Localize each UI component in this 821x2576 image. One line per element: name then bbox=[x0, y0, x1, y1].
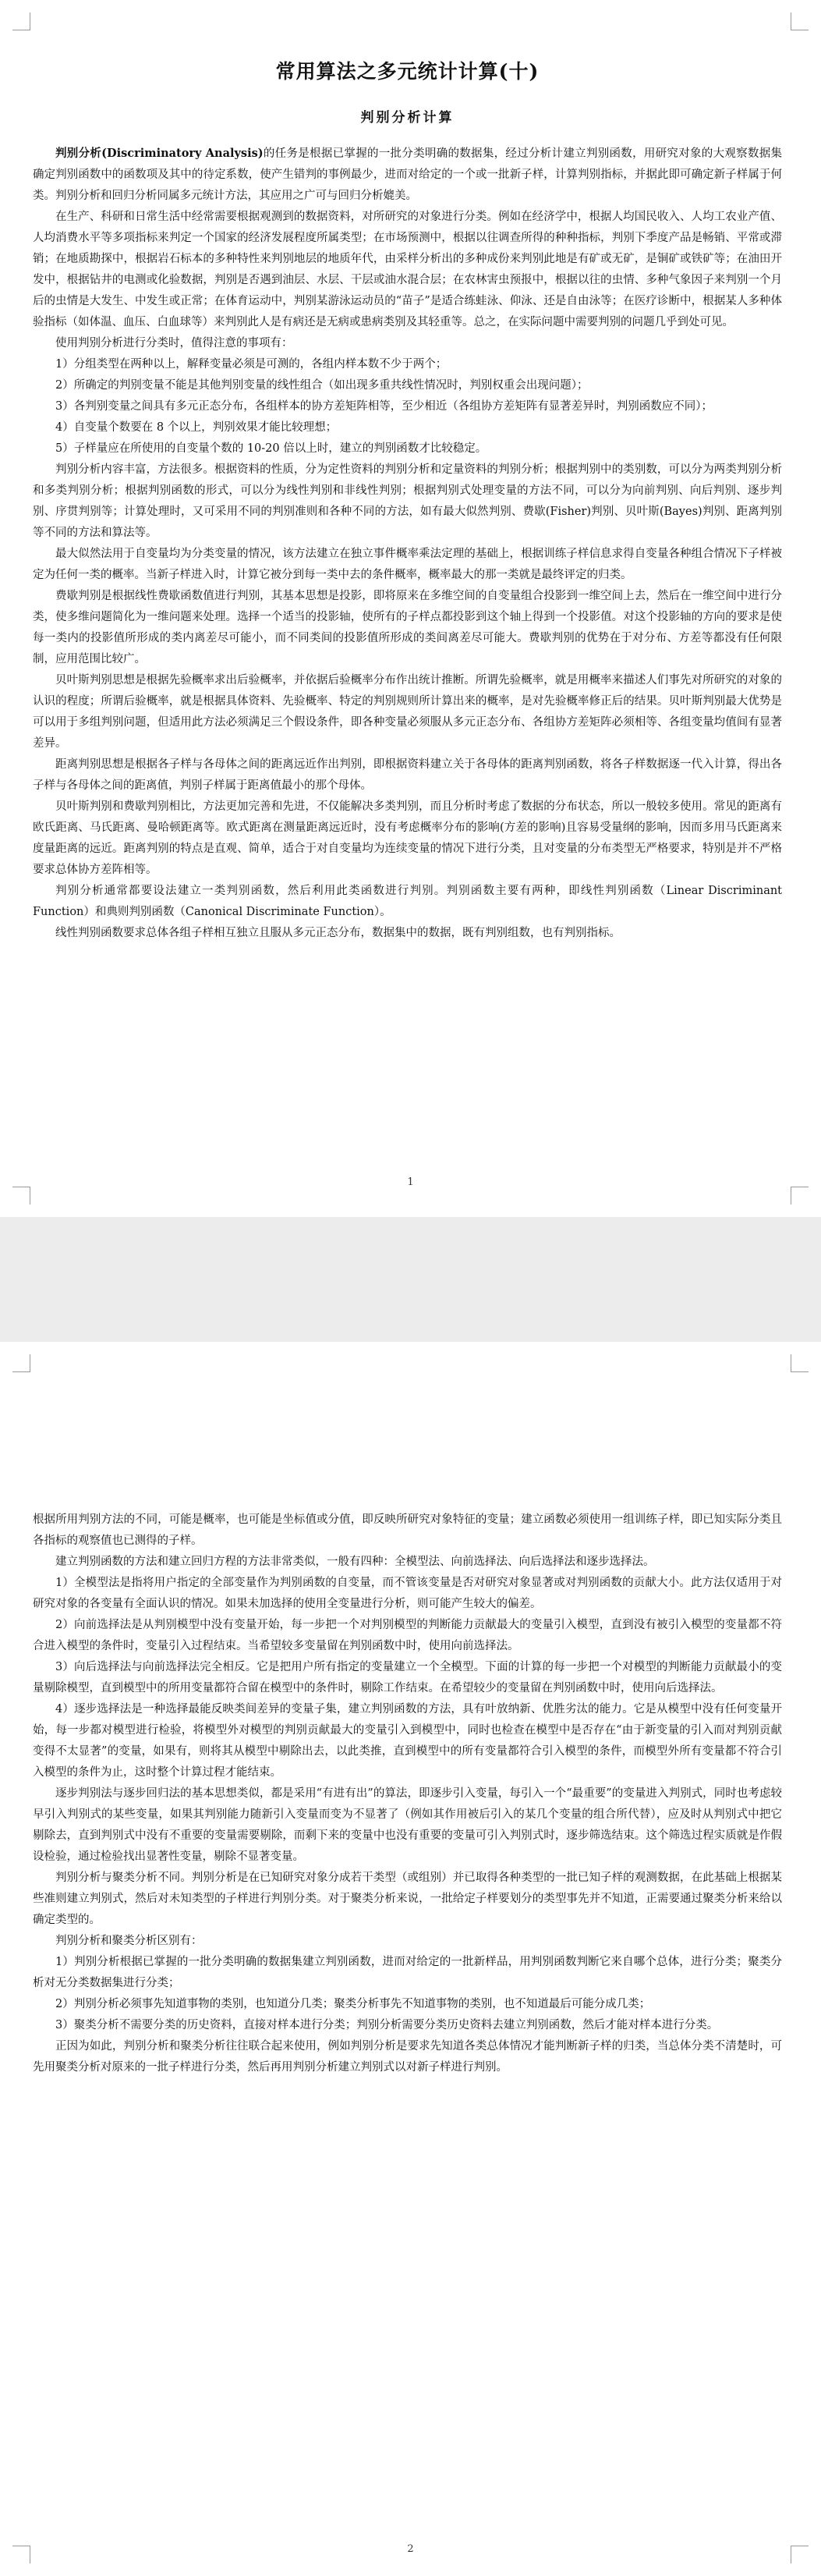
list-item: 3）各判别变量之间具有多元正态分布，各组样本的协方差矩阵相等，至少相近（各组协方差矩阵有显著差异时，判别函数应不同）； bbox=[55, 400, 713, 413]
list-item: 1）分组类型在两种以上，解释变量必须是可测的，各组内样本数不少于两个； bbox=[55, 358, 448, 371]
list-item: 1）全模型法是指将用户指定的全部变量作为判别函数的自变量，而不管该变量是否对研究对象显著或对判别函数的贡献大小。此方法仅适用于对研究对象的各变量有全面认识的情况。如果未加选择的使用全变量进行分析，则可能产生较大的偏差。 bbox=[33, 1577, 782, 1610]
list-item: 4）逐步选择法是一种选择最能反映类间差异的变量子集，建立判别函数的方法，具有叶放纳新、优胜劣汰的能力。它是从模型中没有任何变量开始，每一步都对模型进行检验，将模型外对模型的判别贡献最大的变量引入到模型中，同时也检查在模型中是否存在“由于新变量的引入而对判别贡献变得不太显著”的变量，如果有，则将其从模型中剔除出去，以此类推，直到模型中的所有变量都符合引入模型的条件，而模型外所有变量都不符合引入模型的条件为止，这时整个计算过程才能结束。 bbox=[33, 1703, 782, 1779]
crop-mark bbox=[791, 1187, 809, 1205]
paragraph: 根据所用判别方法的不同，可能是概率，也可能是坐标值或分值，即反映所研究对象特征的变量；建立函数必须使用一组训练子样，即已知实际分类且各指标的观察值也已测得的子样。 bbox=[33, 1513, 782, 1547]
intro-paragraph bbox=[33, 143, 782, 207]
crop-mark bbox=[791, 12, 809, 30]
list-item: 5）子样量应在所使用的自变量个数的 10-20 倍以上时，建立的判别函数才比较稳定。 bbox=[55, 442, 487, 455]
paragraph: 正因为如此，判别分析和聚类分析往往联合起来使用，例如判别分析是要求先知道各类总体情况才能判断新子样的归类，当总体分类不清楚时，可先用聚类分析对原来的一批子样进行分类，然后再用判别分析建立判别式以对新子样进行判别。 bbox=[33, 2040, 782, 2074]
crop-mark bbox=[12, 12, 30, 30]
page-number: 1 bbox=[407, 1176, 414, 1188]
document-page-1 bbox=[0, 0, 821, 1217]
list-item: 2）所确定的判别变量不能是其他判别变量的线性组合（如出现多重共线性情况时，判别权重会出现问题）； bbox=[55, 379, 589, 392]
paragraph: 距离判别思想是根据各子样与各母体之间的距离远近作出判别，即根据资料建立关于各母体的距离判别函数，将各子样数据逐一代入计算，得出各子样与各母体之间的距离值，判别子样属于距离值最小的那个母体。 bbox=[33, 758, 782, 792]
paragraph: 在生产、科研和日常生活中经常需要根据观测到的数据资料，对所研究的对象进行分类。例如在经济学中，根据人均国民收入、人均工农业产值、人均消费水平等多项指标来判定一个国家的经济发展程度所属类型；在市场预测中，根据以往调查所得的种种指标，判别下季度产品是畅销、平常或滞销；在地质勘探中，根据岩石标本的多种特性来判别地层的地质年代，由采样分析出的多种成份来判别此地是有矿或无矿，是铜矿或铁矿等；在油田开发中，根据钻井的电测或化验数据，判别是否遇到油层、水层、干层或油水混合层；在农林害虫预报中，根据以往的虫情、多种气象因子来判别一个月后的虫情是大发生、中发生或正常；在体育运动中，判别某游泳运动员的“苗子”是适合练蛙泳、仰泳、还是自由泳等；在医疗诊断中，根据某人多种体验指标（如体温、血压、白血球等）来判别此人是有病还是无病或患病类别及其轻重等。总之，在实际问题中需要判别的问题几乎到处可见。 bbox=[33, 211, 782, 328]
list-item: 1）判别分析根据已掌握的一批分类明确的数据集建立判别函数，进而对给定的一批新样品，用判别函数判断它来自哪个总体，进行分类；聚类分析对无分类数据集进行分类； bbox=[33, 1956, 782, 1989]
section-subtitle: 判别分析计算 bbox=[360, 110, 455, 126]
list-item: 3）向后选择法与向前选择法完全相反。它是把用户所有指定的变量建立一个全模型。下面的计算的每一步把一个对模型的判断能力贡献最小的变量剔除模型，直到模型中的所用变量都符合留在模型中的条件时，剔除工作结束。在希望较少的变量留在判别函数中时，使用向后选择法。 bbox=[33, 1661, 782, 1694]
list-item: 3）聚类分析不需要分类的历史资料，直接对样本进行分类；判别分析需要分类历史资料去建立判别函数，然后才能对样本进行分类。 bbox=[55, 2019, 719, 2031]
paragraph: 判别分析和聚类分析区别有： bbox=[55, 1935, 203, 1947]
page-number: 2 bbox=[407, 2543, 414, 2555]
list-item: 2）判别分析必须事先知道事物的类别，也知道分几类；聚类分析事先不知道事物的类别，也不知道最后可能分成几类； bbox=[55, 1998, 651, 2010]
paragraph: 线性判别函数要求总体各组子样相互独立且服从多元正态分布，数据集中的数据，既有判别组数，也有判别指标。 bbox=[55, 927, 621, 939]
paragraph: 最大似然法用于自变量均为分类变量的情况，该方法建立在独立事件概率乘法定理的基础上，根据训练子样信息求得自变量各种组合情况下子样被定为任何一类的概率。当新子样进入时，计算它被分到每一类中去的条件概率，概率最大的那一类就是最终评定的归类。 bbox=[33, 548, 782, 581]
page-title: 常用算法之多元统计计算(十) bbox=[275, 60, 540, 83]
paragraph: 建立判别函数的方法和建立回归方程的方法非常类似，一般有四种：全模型法、向前选择法、向后选择法和逐步选择法。 bbox=[55, 1556, 655, 1568]
paragraph: 判别分析与聚类分析不同。判别分析是在已知研究对象分成若干类型（或组别）并已取得各种类型的一批已知子样的观测数据，在此基础上根据某些准则建立判别式，然后对未知类型的子样进行判别分类。对于聚类分析来说，一批给定子样要划分的类型事先并不知道，正需要通过聚类分析来给以确定类型的。 bbox=[33, 1872, 782, 1926]
intro-text: 的任务是根据已掌握的一批分类明确的数据集，经过分析计建立判别函数，用研究对象的大观察数据集确定判别函数中的函数项及其中的待定系数，使产生错判的事例最少，进而对给定的一个或一批新子样，计算判别指标，并据此即可确定新子样属于何类。判别分析和回归分析同属多元统计方法，其应用之广可与回归分析媲美。 bbox=[33, 147, 783, 202]
paragraph: 使用判别分析进行分类时，值得注意的事项有： bbox=[55, 337, 293, 349]
paragraph: 逐步判别法与逐步回归法的基本思想类似，都是采用“有进有出”的算法，即逐步引入变量，每引入一个“最重要”的变量进入判别式，同时也考虑较早引入判别式的某些变量，如果其判别能力随新引入变量而变为不显著了（例如其作用被后引入的某几个变量的组合所代替），应及时从判别式中把它剔除去，直到判别式中没有不重要的变量需要剔除，而剩下来的变量中也没有重要的变量可引入判别式时，逐步筛选结束。这个筛选过程实质就是作假设检验，通过检验找出显著性变量，剔除不显著变量。 bbox=[33, 1787, 782, 1863]
crop-mark bbox=[791, 1354, 809, 1372]
intro-term: 判别分析(Discriminatory Analysis) bbox=[55, 147, 264, 160]
crop-mark bbox=[12, 1187, 30, 1205]
paragraph: 贝叶斯判别思想是根据先验概率求出后验概率，并依据后验概率分布作出统计推断。所谓先验概率，就是用概率来描述人们事先对所研究的对象的认识的程度；所谓后验概率，就是根据具体资料、先验概率、特定的判别规则所计算出来的概率，是对先验概率修正后的结果。贝叶斯判别最大优势是可以用于多组判别问题，但适用此方法必须满足三个假设条件，即各种变量必须服从多元正态分布、各组协方差矩阵必须相等、各组变量均值间有显著差异。 bbox=[33, 674, 782, 750]
crop-mark bbox=[12, 1354, 30, 1372]
paragraph: 费歇判别是根据线性费歇函数值进行判别，其基本思想是投影，即将原来在多维空间的自变量组合投影到一维空间上去，然后在一维空间中进行分类，使多维问题简化为一维问题来处理。选择一个适当的投影轴，使所有的子样点都投影到这个轴上得到一个投影值。对这个投影轴的方向的要求是使每一类内的投影值所形成的类内离差尽可能小，而不同类间的投影值所形成的类间离差尽可能大。费歇判别的优势在于对分布、方差等都没有任何限制，应用范围比较广。 bbox=[33, 590, 782, 665]
list-item: 2）向前选择法是从判别模型中没有变量开始，每一步把一个对判别模型的判断能力贡献最大的变量引入模型，直到没有被引入模型的变量都不符合进入模型的条件时，变量引入过程结束。当希望较多变量留在判别函数中时，使用向前选择法。 bbox=[33, 1619, 782, 1652]
document-page-2 bbox=[0, 1342, 821, 2576]
paragraph: 判别分析内容丰富，方法很多。根据资料的性质，分为定性资料的判别分析和定量资料的判别分析；根据判别中的类别数，可以分为两类判别分析和多类判别分析；根据判别函数的形式，可以分为线性判别和非线性判别；根据判别式处理变量的方法不同，可以分为向前判别、向后判别、逐步判别、序贯判别等；计算处理时，又可采用不同的判别准则和各种不同的方法，如有最大似然判别、费歇(Fisher)判别、贝叶斯(Bayes)判别、距离判别等不同的方法和算法等。 bbox=[33, 463, 782, 539]
paragraph: 贝叶斯判别和费歇判别相比，方法更加完善和先进，不仅能解决多类判别，而且分析时考虑了数据的分布状态，所以一般较多使用。常见的距离有欧氏距离、马氏距离、曼哈顿距离等。欧式距离在测量距离远近时，没有考虑概率分布的影响(方差的影响)且容易受量纲的影响，因而多用马氏距离来度量距离的远近。距离判别的特点是直观、简单，适合于对自变量均为连续变量的情况下进行分类，且对变量的分布类型无严格要求，特别是并不严格要求总体协方差阵相等。 bbox=[33, 800, 782, 876]
paragraph: 判别分析通常都要设法建立一类判别函数，然后利用此类函数进行判别。判别函数主要有两种，即线性判别函数（Linear Discriminant Function）和典则判别函数（Canonical Discriminate Function）。 bbox=[33, 885, 782, 918]
list-item: 4）自变量个数要在 8 个以上，判别效果才能比较理想； bbox=[55, 421, 338, 434]
